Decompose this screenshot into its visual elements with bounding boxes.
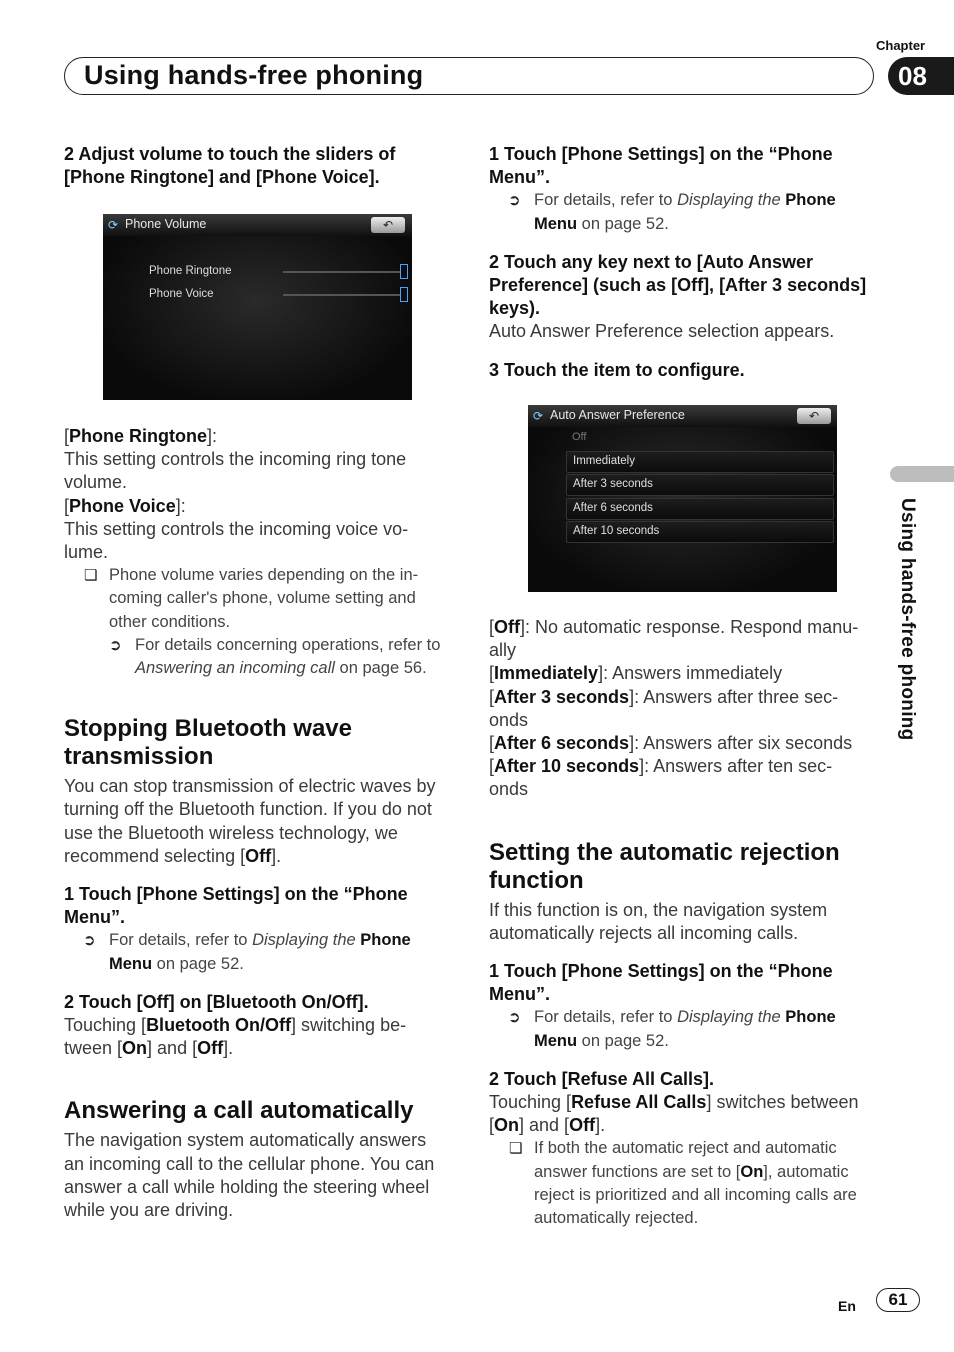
- ref-answering: ➲ For details concerning operations, refer to Answering an incoming call on page 56.: [109, 635, 441, 678]
- stop-bluetooth-body: You can stop transmission of electric waves by turning off the Bluetooth function. If you do not use the Bluetooth wireless technology, we recommend selecting [Off].: [64, 776, 436, 866]
- answer-auto-body: The navigation system automatically answers an incoming call to the cellular phone. You can answer a call while holding the steering wheel while you are driving.: [64, 1130, 435, 1221]
- answer-step2: 2 Touch any key next to [Auto Answer Preference] (such as [Off], [After 3 seconds] keys).: [489, 251, 867, 319]
- side-tab-text: Using hands-free phoning: [897, 498, 918, 741]
- ref-phone-menu: ➲ For details, refer to Displaying the Phone Menu on page 52.: [83, 931, 411, 973]
- stop-step1: 1 Touch [Phone Settings] on the “Phone Menu”.: [64, 884, 408, 928]
- ringtone-description: This setting controls the incoming ring tone volume.: [64, 449, 407, 493]
- voice-slider-knob[interactable]: [400, 287, 408, 302]
- def-after-10: [After 10 seconds]: Answers after ten sec- onds: [489, 756, 833, 800]
- voice-term-line: [Phone Voice]:: [64, 495, 186, 516]
- right-column-body: [489, 616, 875, 1230]
- voice-slider-label: Phone Voice: [149, 288, 214, 300]
- reject-step2-detail: Touching [Refuse All Calls] switches between [On] and [Off].: [489, 1092, 859, 1136]
- screen-title: Phone Volume: [125, 217, 207, 231]
- note-checkbox-icon: ❏: [509, 1140, 523, 1158]
- auto-reject-body: If this function is on, the navigation system automatically rejects all incoming calls.: [489, 899, 828, 943]
- def-after-3: [After 3 seconds]: Answers after three sec- onds: [489, 686, 839, 730]
- step-adjust-volume: 2 Adjust volume to touch the sliders of [Phone Ringtone] and [Phone Voice].: [64, 144, 396, 188]
- arrow-reference-icon: ➲: [109, 636, 122, 654]
- ringtone-slider-label: Phone Ringtone: [149, 265, 232, 277]
- ref-phone-menu-reject: ➲ For details, refer to Displaying the Phone Menu on page 52.: [508, 1008, 836, 1050]
- answer-step1: 1 Touch [Phone Settings] on the “Phone Menu”.: [489, 144, 833, 188]
- back-icon[interactable]: ↶: [371, 217, 405, 233]
- option-immediately[interactable]: Immediately: [566, 451, 834, 473]
- reject-step2: 2 Touch [Refuse All Calls].: [489, 1068, 715, 1089]
- def-off: [Off]: No automatic response. Respond manu- ally: [489, 617, 859, 661]
- arrow-reference-icon: ➲: [508, 1009, 521, 1027]
- note-volume: [64, 564, 450, 634]
- def-after-6: [After 6 seconds]: Answers after six seconds: [489, 733, 853, 754]
- voice-term: Phone Voice: [69, 495, 176, 516]
- voice-slider-track[interactable]: [283, 294, 401, 296]
- arrow-reference-icon: ➲: [83, 932, 96, 950]
- chapter-number-badge: 08: [888, 57, 954, 95]
- back-icon[interactable]: ↶: [797, 408, 831, 424]
- stop-step2-detail: Touching [Bluetooth On/Off] switching be- tween [On] and [Off].: [64, 1015, 407, 1059]
- heading-auto-reject: Setting the automatic rejection function: [489, 838, 840, 894]
- side-tab-marker: [890, 466, 954, 482]
- note-reject-priority: ❏ If both the automatic reject and automatic answer functions are set to [On], automatic reject is prioritized and all incoming calls are automatically rejected.: [509, 1139, 857, 1228]
- auto-answer-screenshot: [528, 405, 837, 592]
- phone-logo-icon: ⟳: [108, 218, 119, 232]
- voice-description: This setting controls the incoming voice vo- lume.: [64, 518, 409, 563]
- ringtone-term-line: [Phone Ringtone]:: [64, 426, 218, 446]
- right-column: [489, 143, 875, 382]
- stop-step2: 2 Touch [Off] on [Bluetooth On/Off].: [64, 991, 369, 1012]
- screen-body: [103, 236, 412, 400]
- screen-title: Auto Answer Preference: [550, 408, 685, 422]
- option-off[interactable]: Off: [572, 431, 587, 443]
- language-code: En: [838, 1298, 856, 1314]
- note-volume-text: Phone volume varies depending on the in- coming caller's phone, volume setting and other conditions.: [109, 566, 419, 631]
- left-column-body: [64, 425, 450, 1222]
- page-title: Using hands-free phoning: [84, 60, 424, 90]
- heading-answer-auto: Answering a call automatically: [64, 1097, 414, 1125]
- def-immediately: [Immediately]: Answers immediately: [489, 663, 783, 684]
- left-column: [64, 143, 450, 189]
- note-checkbox-icon: ❏: [84, 567, 98, 585]
- option-after-10-seconds[interactable]: After 10 seconds: [566, 521, 834, 543]
- reject-step1: 1 Touch [Phone Settings] on the “Phone Menu”.: [489, 961, 833, 1005]
- ringtone-slider-track[interactable]: [283, 271, 401, 273]
- answer-step3: 3 Touch the item to configure.: [489, 359, 745, 380]
- option-after-3-seconds[interactable]: After 3 seconds: [566, 474, 834, 496]
- answer-step2-result: Auto Answer Preference selection appears.: [489, 321, 835, 342]
- phone-volume-screenshot: [103, 214, 412, 400]
- ref-phone-menu-right: ➲ For details, refer to Displaying the Phone Menu on page 52.: [508, 191, 836, 233]
- ringtone-term: Phone Ringtone: [69, 426, 208, 446]
- heading-stop-bluetooth: Stopping Bluetooth wave transmission: [64, 715, 352, 771]
- phone-logo-icon: ⟳: [533, 409, 544, 423]
- option-after-6-seconds[interactable]: After 6 seconds: [566, 498, 834, 520]
- chapter-label: Chapter: [876, 38, 926, 53]
- page-number: 61: [876, 1288, 920, 1312]
- arrow-reference-icon: ➲: [508, 192, 521, 210]
- ringtone-slider-knob[interactable]: [400, 264, 408, 279]
